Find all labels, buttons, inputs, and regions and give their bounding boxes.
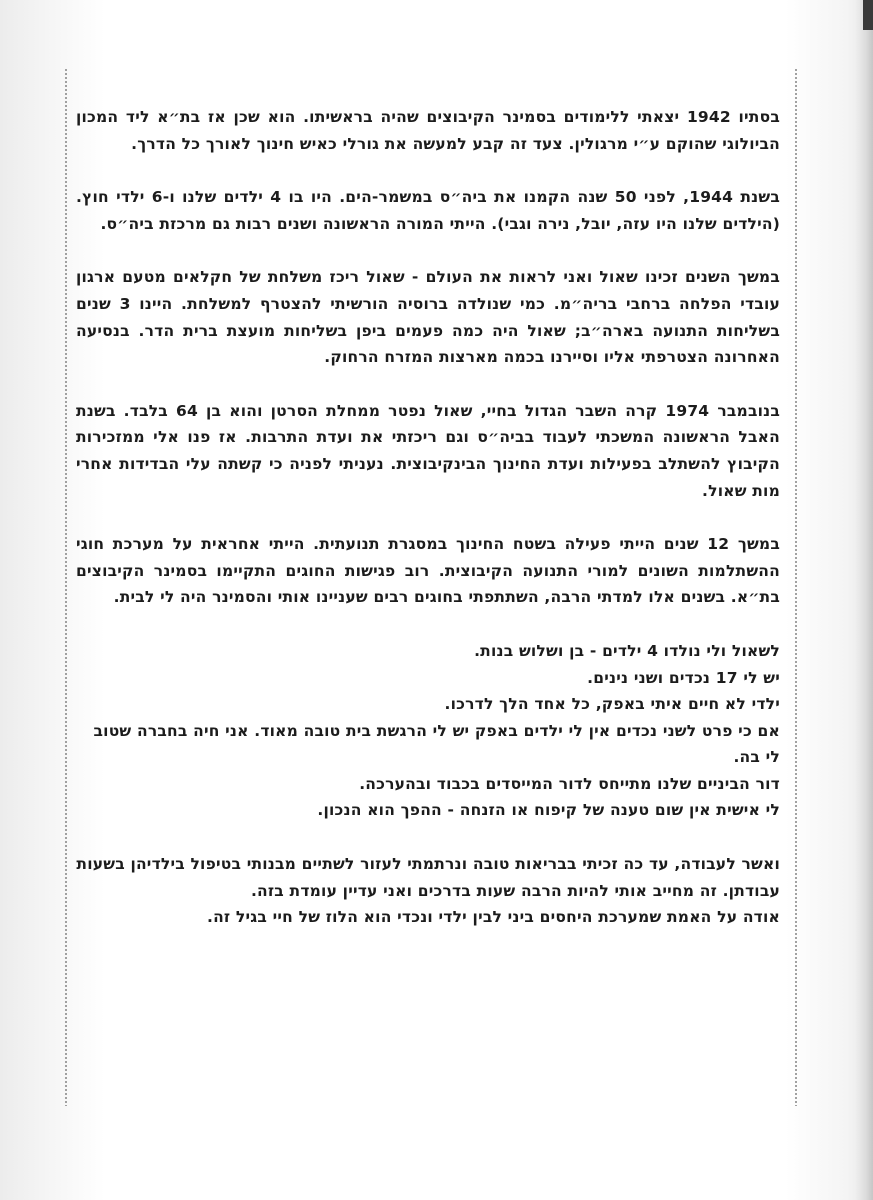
decorative-border-right	[794, 68, 798, 1106]
family-section	[76, 638, 780, 824]
paragraph-1942: בסתיו 1942 יצאתי ללימודים בסמינר הקיבוצים שהיה בראשיתו. הוא שכן אז בת״א ליד המכון הביולוגי שהוקם ע״י מרגולין. צעד זה קבע למעשה את גורלי כאיש חינוך לאורך כל הדרך.	[76, 108, 780, 153]
family-line: לי אישית אין שום טענה של קיפוח או הזנחה - ההפך הוא הנכון.	[317, 801, 780, 820]
family-line: דור הביניים שלנו מתייחס לדור המייסדים בכבוד ובהערכה.	[359, 774, 780, 793]
family-line: יש לי 17 נכדים ושני נינים.	[587, 668, 780, 687]
closing-line: אודה על האמת שמערכת היחסים ביני לבין ילדי ונכדי הוא הלוז של חיי בגיל זה.	[206, 908, 780, 927]
page-edge-shadow	[855, 0, 873, 1200]
paragraph-travels: במשך השנים זכינו שאול ואני לראות את העולם - שאול ריכז משלחת של חקלאים מטעם ארגון עובדי הפלחה ברחבי בריה״מ. כמי שנולדה ברוסיה הורשיתי להצטרף למשלחת. היינו 3 שנים בשליחות התנועה בארה״ב; שאול היה כמה פעמים ביפן בשליחות מועצת ברית הדר. בנסיעה האחרונה הצטרפתי אליו וסיירנו בכמה מארצות המזרח הרחוק.	[76, 268, 781, 367]
family-line: לשאול ולי נולדו 4 ילדים - בן ושלוש בנות.	[474, 641, 780, 660]
family-line: ילדי לא חיים איתי באפק, כל אחד הלך לדרכו.	[444, 695, 780, 714]
closing-line: ואשר לעבודה, עד כה זכיתי בבריאות טובה ונרתמתי לעזור לשתיים מבנותי בטיפול בילדיהן בשעות עבודתן. זה מחייב אותי להיות הרבה שעות בדרכים ואני עדיין עומדת בזה.	[76, 855, 780, 900]
closing-section	[76, 851, 780, 931]
scan-corner-mark	[863, 0, 873, 30]
family-line: אם כי פרט לשני נכדים אין לי ילדים באפק יש לי הרגשת בית טובה מאוד. אני חיה בחברה שטוב לי בה.	[93, 721, 780, 767]
paragraph-1974: בנובמבר 1974 קרה השבר הגדול בחיי, שאול נפטר ממחלת הסרטן והוא בן 64 בלבד. בשנת האבל הראשונה המשכתי לעבוד בביה״ס וגם ריכזתי את ועדת התרבות. אז פנו אלי ממזכירות הקיבוץ להשתלב בפעילות ועדת החינוך הבינקיבוצית. נעניתי לפניה כי קשתה עלי הבדידות אחרי מות שאול.	[76, 401, 780, 500]
paragraph-education-work: במשך 12 שנים הייתי פעילה בשטח החינוך במסגרת תנועתית. הייתי אחראית על מערכת חוגי ההשתלמות השונים למורי התנועה הקיבוצית. רוב פגישות החוגים התקיימו בסמינר הקיבוצים בת״א. בשנים אלו למדתי הרבה, השתתפתי בחוגים רבים שעניינו אותי והסמינר היה לי לבית.	[76, 535, 780, 607]
paragraph-1944: בשנת 1944, לפני 50 שנה הקמנו את ביה״ס במשמר-הים. היו בו 4 ילדים שלנו ו-6 ילדי חוץ. (הילדים שלנו היו עזה, יובל, נירה וגבי). הייתי המורה הראשונה ושנים רבות גם מרכזת ביה״ס.	[76, 188, 780, 233]
decorative-border-left	[64, 68, 68, 1106]
document-body	[76, 104, 780, 931]
